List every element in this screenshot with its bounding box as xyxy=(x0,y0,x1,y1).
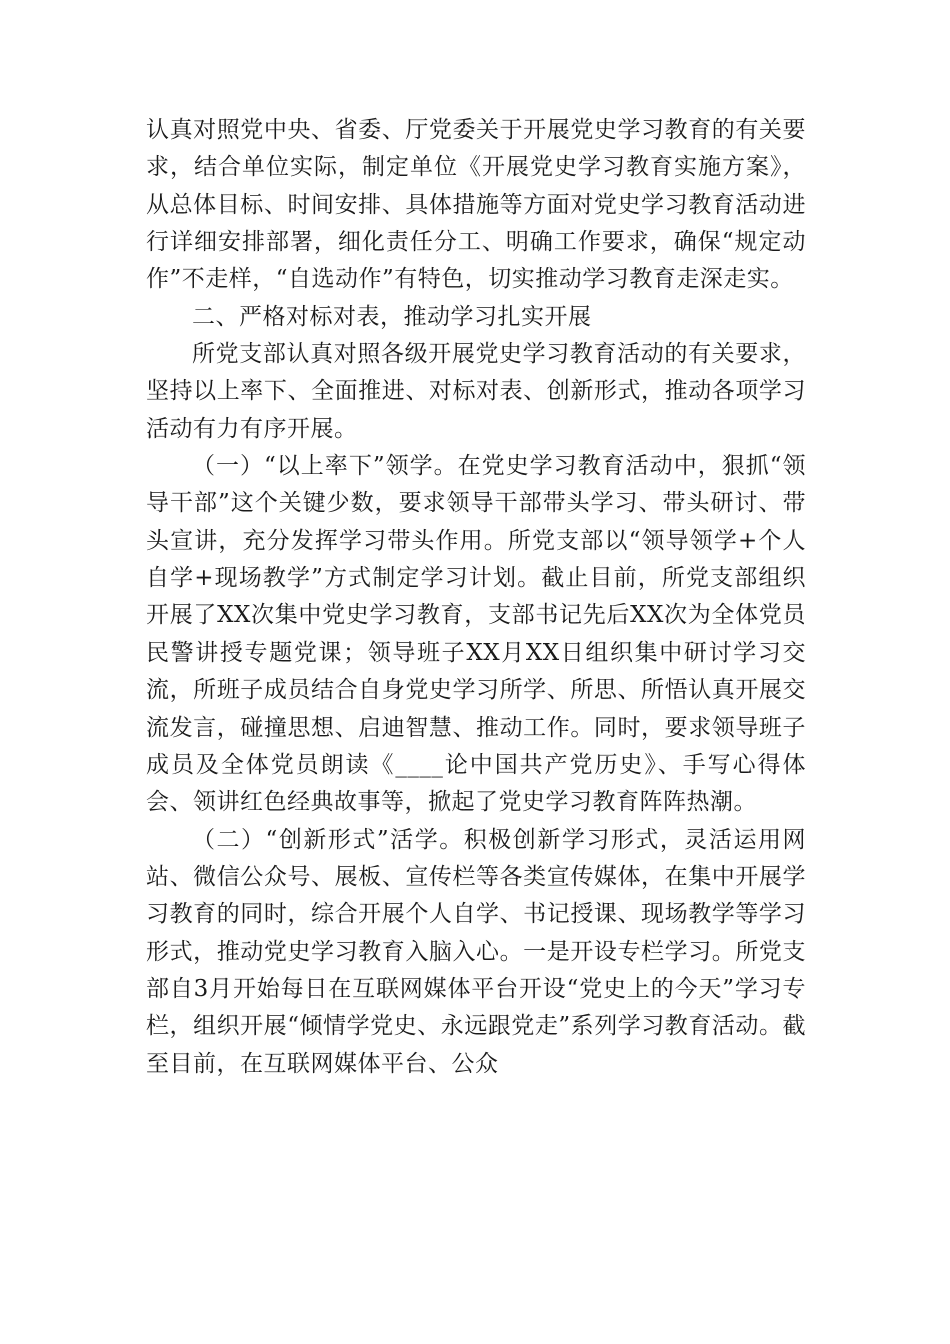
paragraph-section-intro: 所党支部认真对照各级开展党史学习教育活动的有关要求，坚持以上率下、全面推进、对标对表、创新形式，推动各项学习活动有力有序开展。 xyxy=(146,341,806,442)
section-heading-two: 二、严格对标对表，推动学习扎实开展 xyxy=(192,303,592,330)
paragraph-plan: 认真对照党中央、省委、厅党委关于开展党史学习教育的有关要求，结合单位实际，制定单位《开展党史学习教育实施方案》，从总体目标、时间安排、具体措施等方面对党史学习教育活动进行详细安排部署，细化责任分工、明确工作要求，确保“规定动作”不走样，“自选动作”有特色，切实推动学习教育走深走实。 xyxy=(146,117,806,293)
document-body xyxy=(146,112,806,1083)
paragraph-lead-by-example: （一）“以上率下”领学。在党史学习教育活动中，狠抓“领导干部”这个关键少数，要求领导干部带头学习、带头研讨、带头宣讲，充分发挥学习带头作用。所党支部以“领导领学+个人自学+现场教学”方式制定学习计划。截止目前，所党支部组织开展了XX次集中党史学习教育，支部书记先后XX次为全体党员民警讲授专题党课；领导班子XX月XX日组织集中研讨学习交流，所班子成员结合自身党史学习所学、所思、所悟认真开展交流发言，碰撞思想、启迪智慧、推动工作。同时，要求领导班子成员及全体党员朗读《____论中国共产党历史》、手写心得体会、领讲红色经典故事等，掀起了党史学习教育阵阵热潮。 xyxy=(146,453,806,816)
paragraph-innovative-forms: （二）“创新形式”活学。积极创新学习形式，灵活运用网站、微信公众号、展板、宣传栏等各类宣传媒体，在集中开展学习教育的同时，综合开展个人自学、书记授课、现场教学等学习形式，推动党史学习教育入脑入心。一是开设专栏学习。所党支部自3月开始每日在互联网媒体平台开设“党史上的今天”学习专栏，组织开展“倾情学党史、永远跟党走”系列学习教育活动。截至目前，在互联网媒体平台、公众 xyxy=(146,826,806,1077)
